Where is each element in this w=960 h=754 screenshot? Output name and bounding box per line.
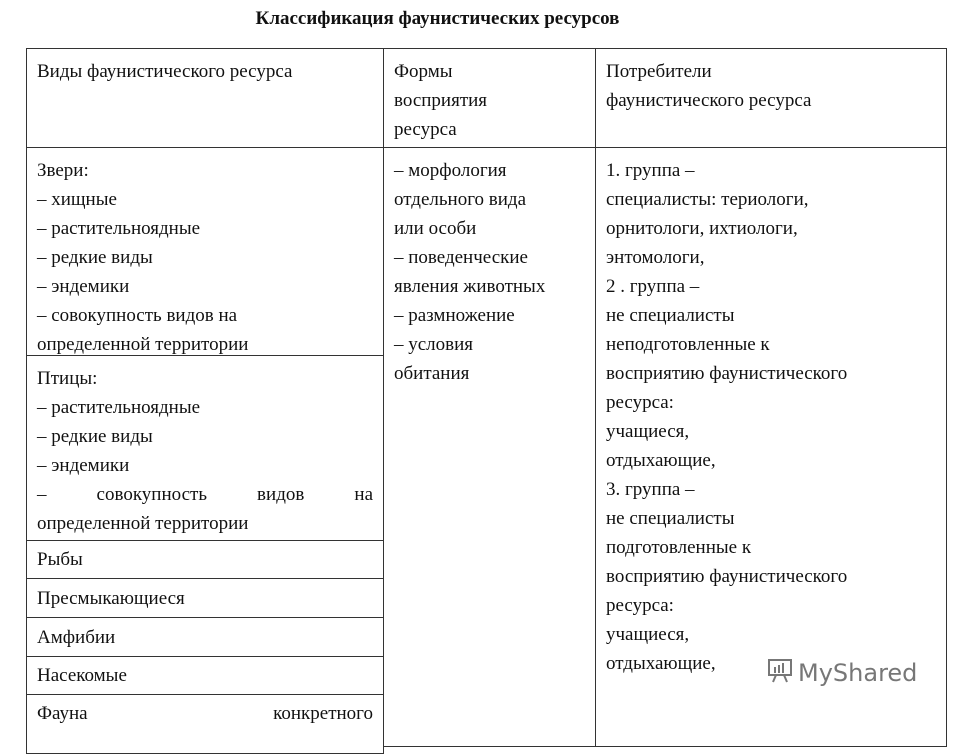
- cell-line: – условия: [394, 334, 474, 355]
- header-consumers: [595, 48, 947, 148]
- cell-line: Пресмыкающиеся: [37, 588, 185, 609]
- cell-amphibians: [26, 617, 384, 657]
- cell-line: ресурса:: [606, 595, 674, 616]
- cell-line: – хищные: [37, 189, 117, 210]
- cell-perception-forms: [383, 147, 596, 747]
- cell-fauna: [26, 694, 384, 754]
- cell-line: – поведенческие: [394, 247, 528, 268]
- presentation-icon: [766, 656, 794, 690]
- cell-line: восприятию фаунистического: [606, 566, 848, 587]
- page-title: Классификация фаунистических ресурсов: [255, 8, 620, 29]
- cell-line: неподготовленные к: [606, 334, 770, 355]
- cell-line: – размножение: [394, 305, 515, 326]
- watermark: [766, 656, 917, 690]
- cell-line: или особи: [394, 218, 477, 239]
- cell-line: подготовленные к: [606, 537, 752, 558]
- cell-line: – совокупность видов на: [37, 305, 238, 326]
- watermark-text: MyShared: [798, 659, 918, 687]
- cell-fish: [26, 540, 384, 579]
- cell-line: определенной территории: [37, 513, 249, 534]
- cell-insects: [26, 656, 384, 695]
- cell-line: специалисты: териологи,: [606, 189, 809, 210]
- cell-line: ресурса:: [606, 392, 674, 413]
- cell-line: Амфибии: [37, 627, 116, 648]
- cell-line: учащиеся,: [606, 624, 690, 645]
- header-text: Потребители: [606, 61, 712, 82]
- cell-line: – растительноядные: [37, 218, 201, 239]
- cell-line: – растительноядные: [37, 397, 201, 418]
- cell-line: учащиеся,: [606, 421, 690, 442]
- cell-line: определенной территории: [37, 334, 249, 355]
- cell-line: Птицы:: [37, 368, 98, 389]
- cell-reptiles: [26, 578, 384, 618]
- cell-line: восприятию фаунистического: [606, 363, 848, 384]
- cell-line: Звери:: [37, 160, 89, 181]
- cell-line: Насекомые: [37, 665, 127, 686]
- cell-line: – редкие виды: [37, 247, 153, 268]
- header-text: Виды фаунистического ресурса: [37, 61, 293, 82]
- cell-mammals: [26, 147, 384, 356]
- cell-line: обитания: [394, 363, 470, 384]
- cell-line: – морфология: [394, 160, 507, 181]
- cell-line: не специалисты: [606, 508, 735, 529]
- header-types: [26, 48, 384, 148]
- cell-line: – редкие виды: [37, 426, 153, 447]
- cell-line: Фауна конкретного: [37, 703, 373, 724]
- header-text: Формы: [394, 61, 453, 82]
- cell-line: явления животных: [394, 276, 546, 297]
- cell-line: отдыхающие,: [606, 653, 716, 674]
- header-forms: [383, 48, 596, 148]
- cell-birds: [26, 355, 384, 541]
- cell-line: – эндемики: [37, 276, 130, 297]
- cell-line: отдыхающие,: [606, 450, 716, 471]
- cell-line: 3. группа –: [606, 479, 695, 500]
- cell-line: отдельного вида: [394, 189, 527, 210]
- header-text: восприятия: [394, 90, 488, 111]
- cell-line: 1. группа –: [606, 160, 695, 181]
- cell-line: энтомологи,: [606, 247, 705, 268]
- cell-line: орнитологи, ихтиологи,: [606, 218, 798, 239]
- header-text: фаунистического ресурса: [606, 90, 812, 111]
- header-text: ресурса: [394, 119, 457, 140]
- cell-line: не специалисты: [606, 305, 735, 326]
- cell-line: – совокупность видов на: [37, 484, 373, 505]
- cell-line: – эндемики: [37, 455, 130, 476]
- cell-line: Рыбы: [37, 549, 83, 570]
- cell-line: 2 . группа –: [606, 276, 700, 297]
